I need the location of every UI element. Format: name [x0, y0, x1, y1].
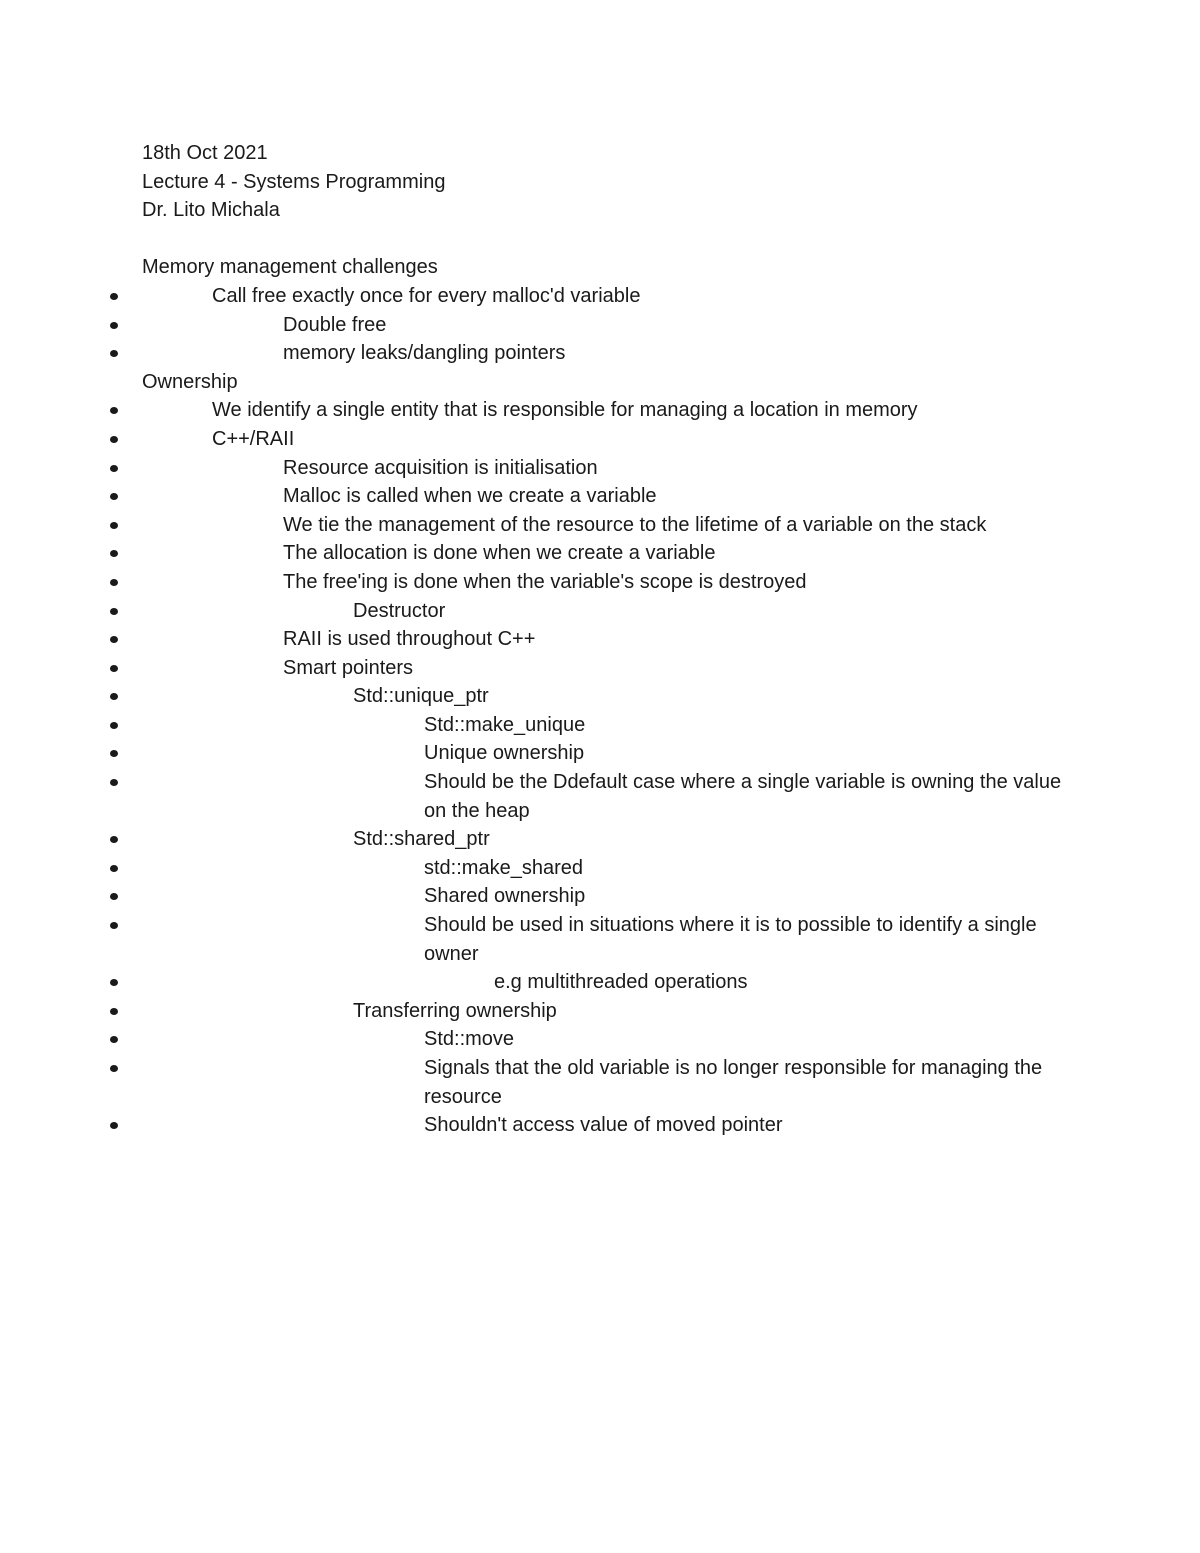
date-line: 18th Oct 2021	[142, 142, 268, 164]
memory-heading: Memory management challenges	[142, 256, 438, 279]
list-item: Shared ownership	[142, 882, 1072, 911]
memory-list	[142, 282, 1072, 368]
list-item: Call free exactly once for every malloc'd variable	[142, 282, 1072, 311]
bullet-icon	[110, 436, 118, 443]
list-item: Transferring ownership	[142, 997, 1072, 1026]
bullet-icon	[110, 893, 118, 900]
bullet-icon	[110, 836, 118, 843]
bullet-icon	[110, 779, 118, 786]
list-item: Resource acquisition is initialisation	[142, 454, 1072, 483]
list-item: Malloc is called when we create a variable	[142, 482, 1072, 511]
list-item: Std::unique_ptr	[142, 682, 1072, 711]
list-item: Std::shared_ptr	[142, 825, 1072, 854]
bullet-icon	[110, 493, 118, 500]
lecture-notes	[142, 139, 1072, 1140]
bullet-icon	[110, 1036, 118, 1043]
bullet-icon	[110, 322, 118, 329]
lecturer-name: Dr. Lito Michala	[142, 199, 280, 222]
list-item: Unique ownership	[142, 739, 1072, 768]
bullet-icon	[110, 522, 118, 529]
list-item: We identify a single entity that is responsible for managing a location in memory	[142, 396, 1072, 425]
list-item: e.g multithreaded operations	[142, 968, 1072, 997]
bullet-icon	[110, 1122, 118, 1129]
bullet-icon	[110, 350, 118, 357]
list-item: memory leaks/dangling pointers	[142, 339, 1072, 368]
list-item: Should be the Ddefault case where a single variable is owning the value on the heap	[142, 768, 1064, 825]
bullet-icon	[110, 665, 118, 672]
bullet-icon	[110, 636, 118, 643]
ownership-list	[142, 396, 1072, 1139]
list-item: The allocation is done when we create a variable	[142, 539, 1072, 568]
ownership-heading: Ownership	[142, 370, 238, 393]
list-item: Double free	[142, 311, 1072, 340]
list-item: C++/RAII	[142, 425, 1072, 454]
bullet-icon	[110, 608, 118, 615]
list-item: Destructor	[142, 597, 1072, 626]
list-item: Shouldn't access value of moved pointer	[142, 1111, 1072, 1140]
list-item: Smart pointers	[142, 654, 1072, 683]
list-item: Std::make_unique	[142, 711, 1072, 740]
bullet-icon	[110, 465, 118, 472]
bullet-icon	[110, 293, 118, 300]
bullet-icon	[110, 407, 118, 414]
bullet-icon	[110, 579, 118, 586]
list-item: std::make_shared	[142, 854, 1072, 883]
bullet-icon	[110, 922, 118, 929]
list-item: RAII is used throughout C++	[142, 625, 1072, 654]
spacer	[142, 225, 1072, 254]
bullet-icon	[110, 722, 118, 729]
list-item: Should be used in situations where it is to possible to identify a single owner	[142, 911, 1064, 968]
list-item: The free'ing is done when the variable's scope is destroyed	[142, 568, 1072, 597]
lecture-title: Lecture 4 - Systems Programming	[142, 170, 446, 193]
list-item: We tie the management of the resource to the lifetime of a variable on the stack	[142, 511, 1072, 540]
bullet-icon	[110, 1065, 118, 1072]
bullet-icon	[110, 750, 118, 757]
bullet-icon	[110, 979, 118, 986]
list-item: Signals that the old variable is no longer responsible for managing the resource	[142, 1054, 1064, 1111]
bullet-icon	[110, 1008, 118, 1015]
list-item: Std::move	[142, 1025, 1072, 1054]
bullet-icon	[110, 550, 118, 557]
bullet-icon	[110, 865, 118, 872]
bullet-icon	[110, 693, 118, 700]
